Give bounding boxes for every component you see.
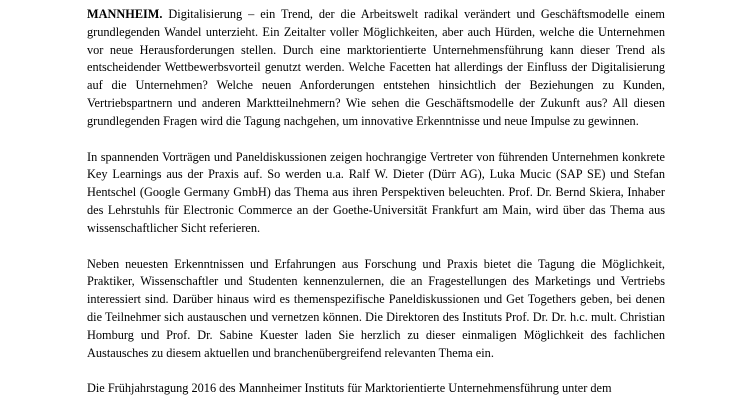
paragraph-speakers: In spannenden Vorträgen und Paneldiskussionen zeigen hochrangige Vertreter von führenden Unternehmen konkrete Key Learnings aus der Praxis auf. So werden u.a. Ralf W. Dieter (Dürr AG), Luka Mucic (SAP SE) und Stefan Hentschel (Google Germany GmbH) das Thema aus ihren Perspektiven beleuchten. Prof. Dr. Bernd Skiera, Inhaber des Lehrstuhls für Electronic Commerce an der Goethe-Universität Frankfurt am Main, wird über das Thema aus wissenschaftlicher Sicht referieren.: [87, 149, 665, 235]
paragraph-intro: [87, 6, 665, 131]
dateline: MANNHEIM.: [87, 7, 163, 21]
document-page: [87, 6, 665, 416]
paragraph-intro-text: Digitalisierung – ein Trend, der die Arbeitswelt radikal verändert und Geschäftsmodelle einem grundlegenden Wandel unterzieht. Ein Zeitalter voller Möglichkeiten, aber auch Hürden, welche die Unternehmen vor neue Herausforderungen stellen. Durch eine marktorientierte Unternehmensführung kann dieser Trend als entscheidender Wettbewerbsvorteil genutzt werden. Welche Facetten hat allerdings der Einfluss der Digitalisierung auf die Unternehmen? Welche neuen Anforderungen entstehen hinsichtlich der Beziehungen zu Kunden, Vertriebspartnern und anderen Marktteilnehmern? Wie sehen die Geschäftsmodelle der Zukunft aus? All diesen grundlegenden Fragen wird die Tagung nachgehen, um innovative Erkenntnisse und neue Impulse zu gewinnen.: [87, 7, 665, 128]
paragraph-conference: Die Frühjahrstagung 2016 des Mannheimer Instituts für Marktorientierte Unternehmensführung unter dem: [87, 381, 612, 396]
paragraph-networking: Neben neuesten Erkenntnissen und Erfahrungen aus Forschung und Praxis bietet die Tagung die Möglichkeit, Praktiker, Wissenschaftler und Studenten kennenzulernen, die an Fragestellungen des Marketings und Vertriebs interessiert sind. Darüber hinaus wird es themenspezifische Paneldiskussionen und Get Togethers geben, bei denen die Teilnehmer sich austauschen und vernetzen können. Die Direktoren des Instituts Prof. Dr. Dr. h.c. mult. Christian Homburg und Prof. Dr. Sabine Kuester laden Sie herzlich zu dieser einmaligen Möglichkeit des fachlichen Austausches zu diesem aktuellen und branchenübergreifend relevanten Thema ein.: [87, 256, 665, 360]
